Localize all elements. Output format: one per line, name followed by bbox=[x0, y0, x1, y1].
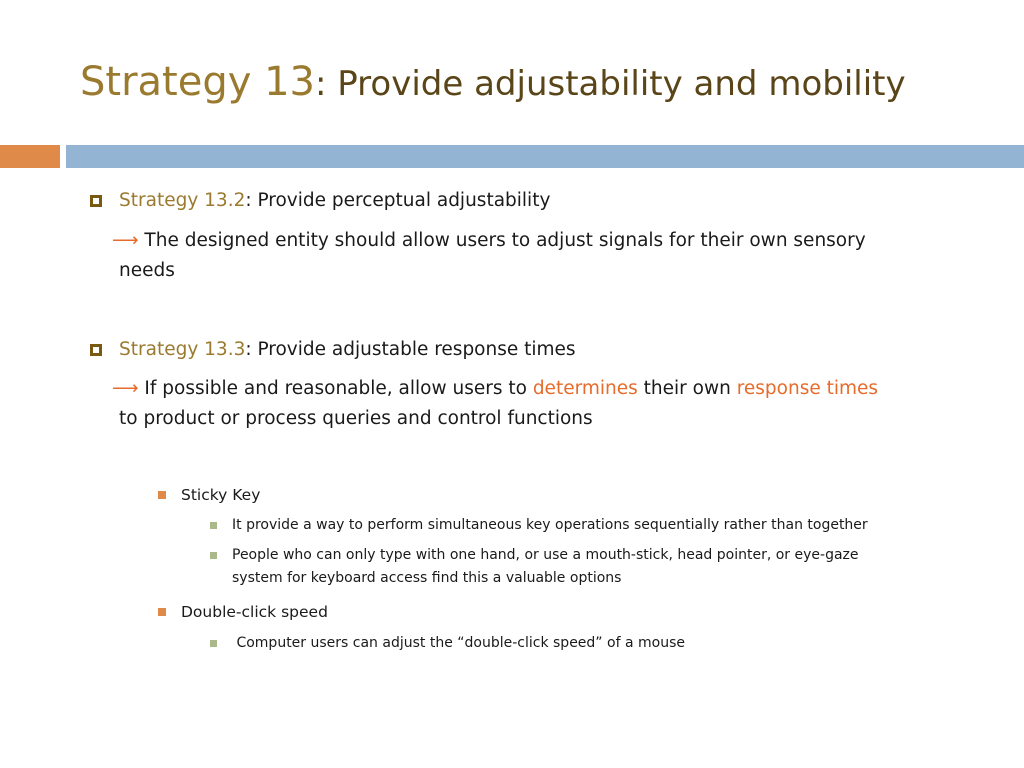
orange-bullet-icon bbox=[158, 608, 166, 616]
arrow-icon: ⟶ bbox=[112, 230, 139, 251]
square-bullet-icon bbox=[90, 344, 102, 356]
double-click-point-1: Computer users can adjust the “double-click speed” of a mouse bbox=[232, 635, 685, 651]
title-rest: : Provide adjustability and mobility bbox=[315, 64, 906, 104]
header-band-orange bbox=[0, 145, 60, 168]
detail-text: The designed entity should allow users to adjust signals for their own sensory bbox=[138, 230, 866, 251]
arrow-icon: ⟶ bbox=[112, 378, 139, 399]
header-band-blue bbox=[66, 145, 1024, 168]
title-main: Strategy 13 bbox=[80, 59, 315, 105]
item-13-3-heading bbox=[119, 337, 576, 363]
highlight-response-times: response times bbox=[736, 378, 879, 399]
highlight-determines: determines bbox=[532, 378, 638, 399]
sticky-key-point-2-cont: system for keyboard access find this a valuable options bbox=[232, 570, 622, 586]
detail-text-a: If possible and reasonable, allow users to bbox=[138, 378, 533, 399]
slide-title bbox=[80, 58, 906, 108]
item-13-3-detail-cont: to product or process queries and control functions bbox=[119, 408, 593, 429]
sticky-key-point-1: It provide a way to perform simultaneous key operations sequentially rather than together bbox=[232, 517, 868, 533]
item-text: : Provide perceptual adjustability bbox=[245, 190, 551, 211]
small-bullet-icon bbox=[210, 522, 217, 529]
sub-item-sticky-key: Sticky Key bbox=[181, 486, 261, 504]
small-bullet-icon bbox=[210, 640, 217, 647]
sticky-key-point-2: People who can only type with one hand, or use a mouth-stick, head pointer, or eye-gaze bbox=[232, 547, 859, 563]
small-bullet-icon bbox=[210, 552, 217, 559]
item-13-2-heading bbox=[119, 188, 550, 214]
item-13-2-detail bbox=[112, 228, 866, 254]
sub-item-double-click-speed: Double-click speed bbox=[181, 603, 328, 621]
detail-text-b: their own bbox=[637, 378, 737, 399]
item-13-2-detail-cont: needs bbox=[119, 260, 175, 281]
item-text: : Provide adjustable response times bbox=[245, 339, 576, 360]
square-bullet-icon bbox=[90, 195, 102, 207]
orange-bullet-icon bbox=[158, 491, 166, 499]
item-label: Strategy 13.2 bbox=[119, 190, 246, 211]
item-13-3-detail bbox=[112, 376, 878, 402]
item-label: Strategy 13.3 bbox=[119, 339, 246, 360]
